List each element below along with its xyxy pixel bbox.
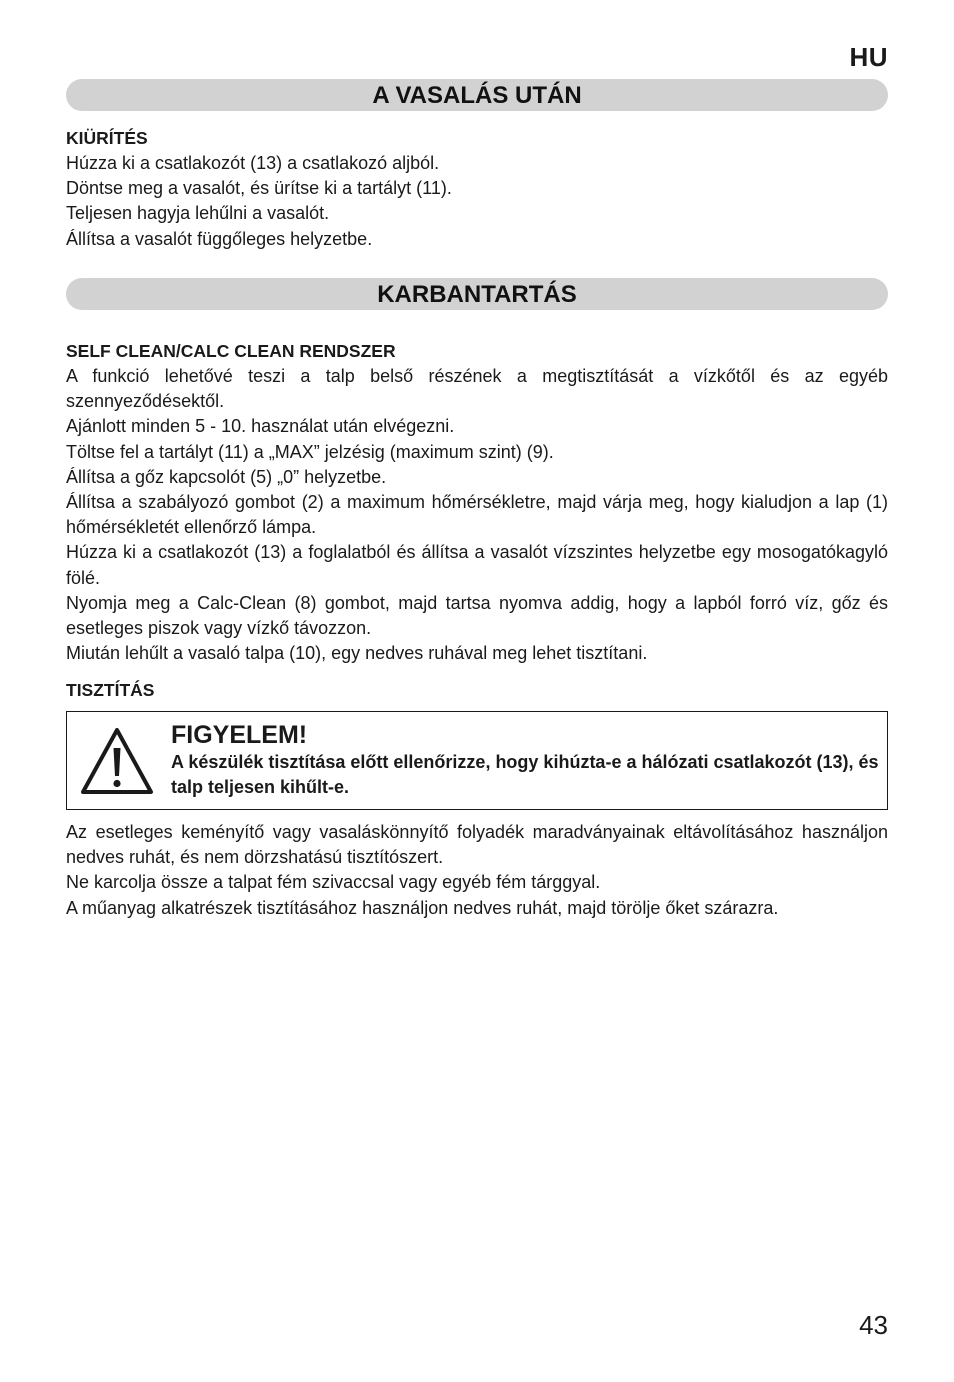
self-clean-paragraph: Nyomja meg a Calc-Clean (8) gombot, majd tartsa nyomva addig, hogy a lapból forró víz, gőz és esetleges piszok vagy vízkő távozzon. (66, 592, 888, 639)
self-clean-paragraph: A funkció lehetővé teszi a talp belső részének a megtisztítását a vízkőtől és az egyéb szennyeződésektől. (66, 366, 888, 412)
self-clean-subhead: SELF CLEAN/CALC CLEAN RENDSZER (66, 341, 396, 361)
emptying-line: Teljesen hagyja lehűlni a vasalót. (66, 203, 330, 224)
emptying-section (66, 126, 888, 252)
self-clean-paragraph: Töltse fel a tartályt (11) a „MAX” jelzésig (maximum szint) (9). (66, 441, 554, 462)
cleaning-subhead-block (66, 678, 888, 703)
emptying-line: Döntse meg a vasalót, és ürítse ki a tartályt (11). (66, 178, 452, 199)
cleaning-paragraph: Az esetleges keményítő vagy vasaláskönnyítő folyadék maradványainak eltávolításához használjon nedves ruhát, és nem dörzshatású tisztítószert. (66, 822, 888, 868)
self-clean-paragraph: Ajánlott minden 5 - 10. használat után elvégezni. (66, 416, 455, 437)
warning-box (66, 711, 888, 810)
emptying-line: Állítsa a vasalót függőleges helyzetbe. (66, 228, 373, 249)
cleaning-paragraph: A műanyag alkatrészek tisztításához használjon nedves ruhát, majd törölje őket szárazra. (66, 897, 779, 918)
self-clean-paragraph: Állítsa a gőz kapcsolót (5) „0” helyzetbe. (66, 466, 387, 487)
warning-title: FIGYELEM! (171, 721, 308, 749)
language-code: HU (849, 42, 888, 72)
section-title-after-ironing: A VASALÁS UTÁN (66, 79, 888, 111)
warning-triangle-icon (79, 726, 155, 796)
self-clean-paragraph: Miután lehűlt a vasaló talpa (10), egy nedves ruhával meg lehet tisztítani. (66, 643, 648, 664)
section-title-maintenance: KARBANTARTÁS (66, 278, 888, 310)
self-clean-paragraph: Húzza ki a csatlakozót (13) a foglalatból és állítsa a vasalót vízszintes helyzetbe egy mosogatókagyló fölé. (66, 542, 888, 588)
self-clean-paragraph: Állítsa a szabályozó gombot (2) a maximum hőmérsékletre, majd várja meg, hogy kialudjon a lap (1) hőmérsékletét ellenőrző lámpa. (66, 492, 888, 538)
warning-text: A készülék tisztítása előtt ellenőrizze, hogy kihúzta-e a hálózati csatlakozót (13), és talp teljesen kihűlt-e. (171, 752, 879, 797)
self-clean-section (66, 339, 888, 666)
cleaning-paragraph: Ne karcolja össze a talpat fém szivaccsal vagy egyéb fém tárggyal. (66, 872, 601, 893)
cleaning-subhead: TISZTÍTÁS (66, 680, 155, 700)
page-number: 43 (859, 1310, 888, 1340)
cleaning-section (66, 820, 888, 921)
emptying-line: Húzza ki a csatlakozót (13) a csatlakozó aljból. (66, 153, 440, 173)
emptying-subhead: KIÜRÍTÉS (66, 128, 148, 148)
